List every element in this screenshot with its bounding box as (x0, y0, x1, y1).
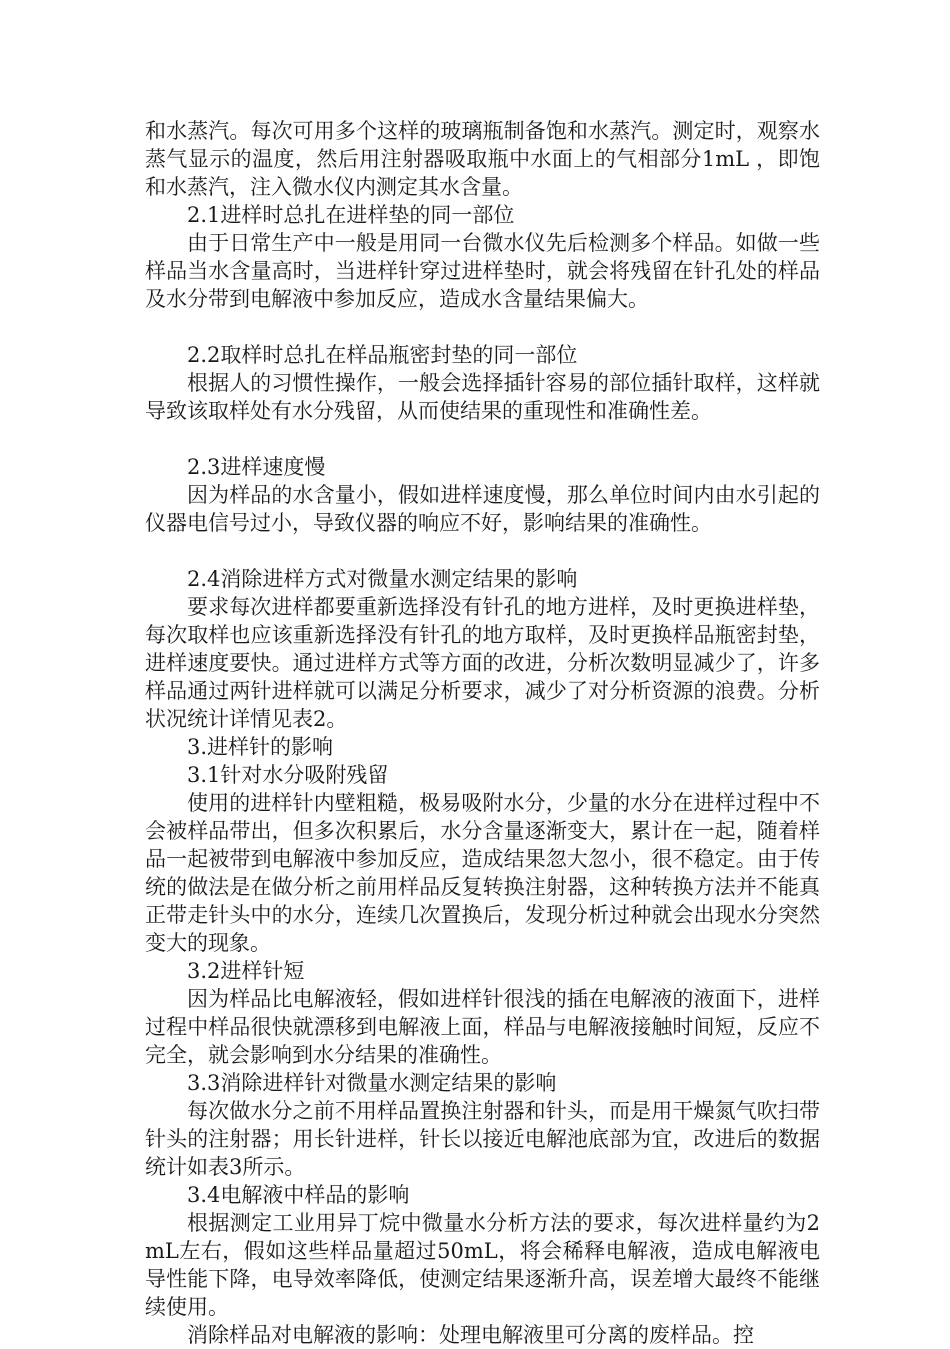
section-heading: 3.进样针的影响 (187, 735, 334, 759)
section-heading: 2.4消除进样方式对微量水测定结果的影响 (187, 567, 578, 591)
paragraph: 根据人的习惯性操作，一般会选择插针容易的部位插针取样，这样就导致该取样处有水分残留，从而使结果的重现性和准确性差。 (145, 371, 820, 423)
paragraph: 消除样品对电解液的影响：处理电解液里可分离的废样品。控 (187, 1323, 754, 1347)
document-body (145, 117, 820, 1349)
section-heading: 2.2取样时总扎在样品瓶密封垫的同一部位 (187, 343, 578, 367)
section-heading: 2.3进样速度慢 (187, 455, 326, 479)
section-heading: 3.1针对水分吸附残留 (187, 763, 389, 787)
paragraph: 要求每次进样都要重新选择没有针孔的地方进样，及时更换进样垫，每次取样也应该重新选择没有针孔的地方取样，及时更换样品瓶密封垫，进样速度要快。通过进样方式等方面的改进，分析次数明显减少了，许多样品通过两针进样就可以满足分析要求，减少了对分析资源的浪费。分析状况统计详情见表2。 (145, 595, 820, 731)
section-heading: 3.3消除进样针对微量水测定结果的影响 (187, 1071, 557, 1095)
section-heading: 2.1进样时总扎在进样垫的同一部位 (187, 203, 515, 227)
paragraph: 因为样品比电解液轻，假如进样针很浅的插在电解液的液面下，进样过程中样品很快就漂移到电解液上面，样品与电解液接触时间短，反应不完全，就会影响到水分结果的准确性。 (145, 987, 820, 1067)
paragraph: 和水蒸汽。每次可用多个这样的玻璃瓶制备饱和水蒸汽。测定时，观察水蒸气显示的温度，然后用注射器吸取瓶中水面上的气相部分1mL ，即饱和水蒸汽，注入微水仪内测定其水含量。 (145, 119, 820, 199)
paragraph: 根据测定工业用异丁烷中微量水分析方法的要求，每次进样量约为2mL左右，假如这些样品量超过50mL，将会稀释电解液，造成电解液电导性能下降，电导效率降低，使测定结果逐渐升高，误差增大最终不能继续使用。 (145, 1211, 820, 1319)
paragraph: 由于日常生产中一般是用同一台微水仪先后检测多个样品。如做一些样品当水含量高时，当进样针穿过进样垫时，就会将残留在针孔处的样品及水分带到电解液中参加反应，造成水含量结果偏大。 (145, 231, 820, 311)
section-heading: 3.4电解液中样品的影响 (187, 1183, 410, 1207)
paragraph: 每次做水分之前不用样品置换注射器和针头，而是用干燥氮气吹扫带针头的注射器；用长针进样，针长以接近电解池底部为宜，改进后的数据统计如表3所示。 (145, 1099, 820, 1179)
paragraph: 使用的进样针内壁粗糙，极易吸附水分，少量的水分在进样过程中不会被样品带出，但多次积累后，水分含量逐渐变大，累计在一起，随着样品一起被带到电解液中参加反应，造成结果忽大忽小，很不稳定。由于传统的做法是在做分析之前用样品反复转换注射器，这种转换方法并不能真正带走针头中的水分，连续几次置换后，发现分析过种就会出现水分突然变大的现象。 (145, 791, 820, 955)
paragraph: 因为样品的水含量小，假如进样速度慢，那么单位时间内由水引起的仪器电信号过小，导致仪器的响应不好，影响结果的准确性。 (145, 483, 820, 535)
section-heading: 3.2进样针短 (187, 959, 305, 983)
